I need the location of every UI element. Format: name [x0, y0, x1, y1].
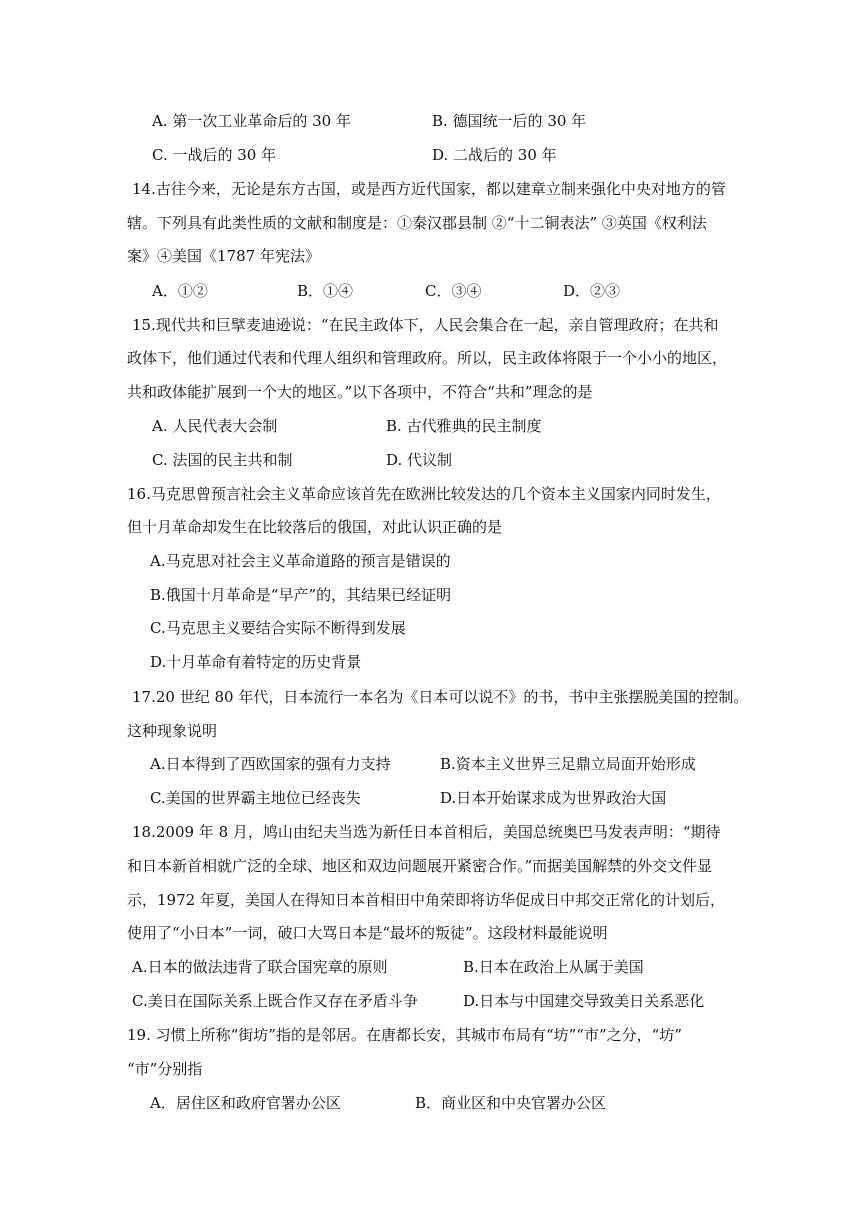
q18-stem-line-3: 示，1972 年夏，美国人在得知日本首相田中角荣即将访华促成日中邦交正常化的计划后，	[127, 891, 725, 909]
q13-option-d: D. 二战后的 30 年	[432, 146, 557, 164]
q18-option-a: A.日本的做法违背了联合国宪章的原则	[132, 958, 388, 976]
q15-option-c: C. 法国的民主共和制	[152, 451, 293, 469]
q18-option-b: B.日本在政治上从属于美国	[463, 958, 644, 976]
q17-stem-line-2: 这种现象说明	[127, 722, 218, 740]
q19-stem-line-2: “市”分别指	[127, 1060, 203, 1078]
q16-option-c: C.马克思主义要结合实际不断得到发展	[150, 619, 406, 637]
q18-stem-line-1: 18.2009 年 8 月，鸠山由纪夫当选为新任日本首相后，美国总统奥巴马发表声明：“期待	[132, 823, 721, 841]
q15-option-a: A. 人民代表大会制	[152, 417, 278, 435]
q14-option-a: A．①②	[152, 282, 208, 300]
q13-option-a: A. 第一次工业革命后的 30 年	[152, 112, 351, 130]
q18-option-d: D.日本与中国建交导致美日关系恶化	[463, 992, 705, 1010]
q17-option-d: D.日本开始谋求成为世界政治大国	[440, 789, 667, 807]
q14-stem-line-1: 14.古往今来，无论是东方古国，或是西方近代国家，都以建章立制来强化中央对地方的管	[132, 180, 726, 198]
q15-option-d: D. 代议制	[386, 451, 453, 469]
q17-stem-line-1: 17.20 世纪 80 年代，日本流行一本名为《日本可以说不》的书，书中主张摆脱美国的控制。	[132, 688, 749, 706]
q14-option-d: D．②③	[563, 282, 621, 300]
q18-stem-line-4: 使用了“小日本”一词，破口大骂日本是“最坏的叛徒”。这段材料最能说明	[127, 924, 608, 942]
q15-option-b: B. 古代雅典的民主制度	[386, 417, 542, 435]
q15-stem-line-2: 政体下，他们通过代表和代理人组织和管理政府。所以，民主政体将限于一个小小的地区，	[127, 349, 728, 367]
q16-option-d: D.十月革命有着特定的历史背景	[150, 653, 362, 671]
q15-stem-line-3: 共和政体能扩展到一个大的地区。”以下各项中，不符合“共和”理念的是	[127, 383, 593, 401]
q14-option-c: C．③④	[425, 282, 482, 300]
q16-option-b: B.俄国十月革命是“早产”的，其结果已经证明	[150, 586, 452, 604]
q13-option-b: B. 德国统一后的 30 年	[432, 112, 587, 130]
q18-option-c: C.美日在国际关系上既合作又存在矛盾斗争	[132, 992, 418, 1010]
q18-stem-line-2: 和日本新首相就广泛的全球、地区和双边问题展开紧密合作。”而据美国解禁的外交文件显	[127, 857, 713, 875]
q19-option-a: A．居住区和政府官署办公区	[150, 1094, 341, 1112]
q19-option-b: B．商业区和中央官署办公区	[415, 1094, 607, 1112]
q14-option-b: B．①④	[297, 282, 354, 300]
q16-stem-line-1: 16.马克思曾预言社会主义革命应该首先在欧洲比较发达的几个资本主义国家内同时发生，	[127, 485, 721, 503]
q17-option-b: B.资本主义世界三足鼎立局面开始形成	[440, 755, 696, 773]
q19-stem-line-1: 19. 习惯上所称“街坊”指的是邻居。在唐都长安，其城市布局有“坊”“市”之分，“坊”	[127, 1026, 682, 1044]
q16-stem-line-2: 但十月革命却发生在比较落后的俄国，对此认识正确的是	[127, 518, 503, 536]
q15-stem-line-1: 15.现代共和巨擘麦迪逊说：“在民主政体下，人民会集合在一起，亲自管理政府；在共和	[132, 316, 719, 334]
q13-option-c: C. 一战后的 30 年	[152, 146, 277, 164]
q14-stem-line-2: 辖。下列具有此类性质的文献和制度是：①秦汉郡县制 ②“十二铜表法” ③英国《权利法	[127, 214, 707, 232]
q17-option-c: C.美国的世界霸主地位已经丧失	[150, 789, 361, 807]
q17-option-a: A.日本得到了西欧国家的强有力支持	[150, 755, 391, 773]
q16-option-a: A.马克思对社会主义革命道路的预言是错误的	[150, 552, 451, 570]
q14-stem-line-3: 案》④美国《1787 年宪法》	[127, 247, 320, 265]
